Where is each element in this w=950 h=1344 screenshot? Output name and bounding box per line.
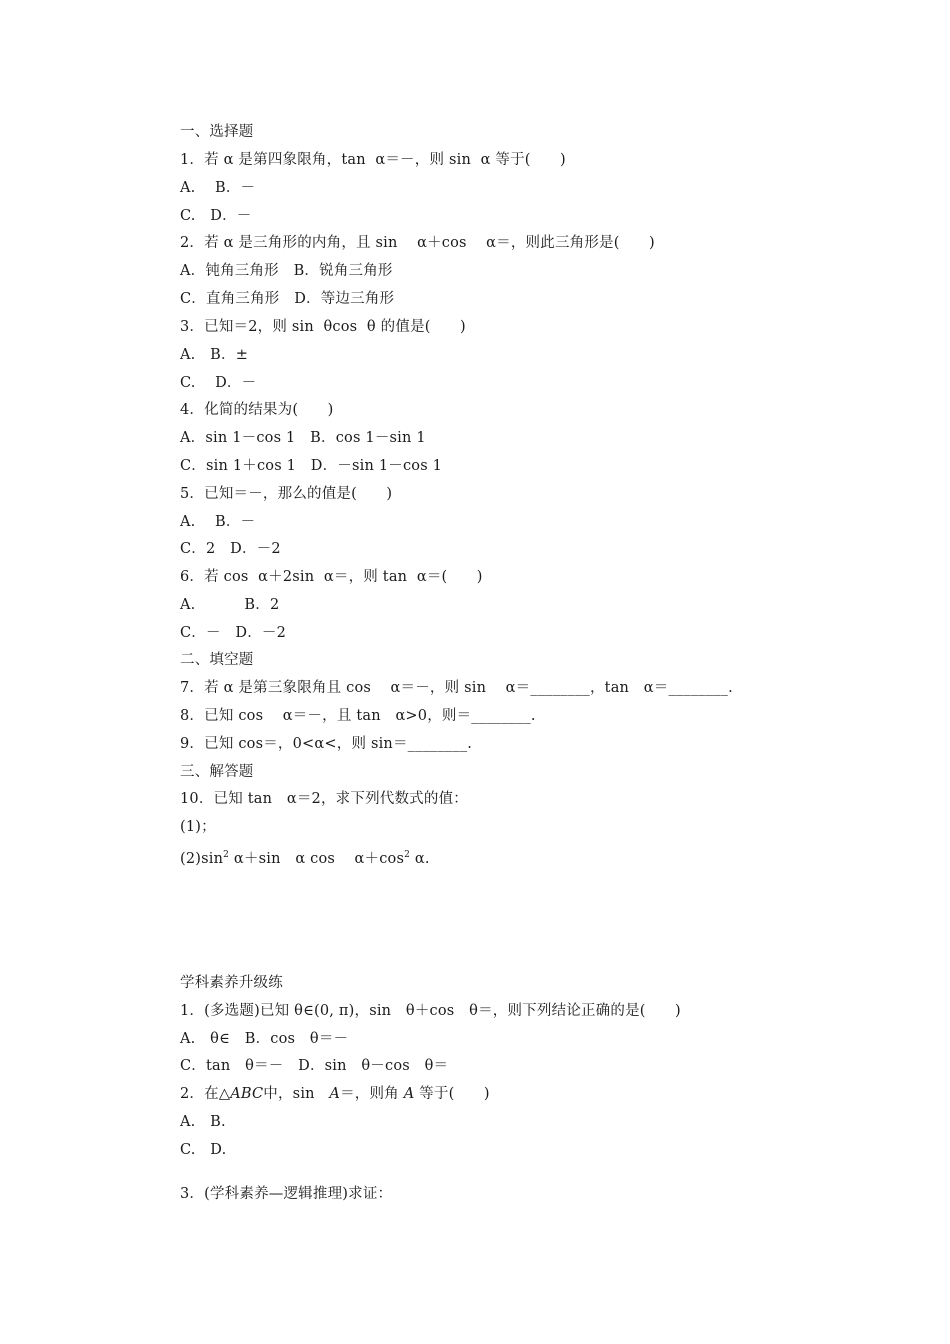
question-4-options-ab: A．sin 1－cos 1 B．cos 1－sin 1 (180, 430, 426, 446)
section-heading-fill: 二、填空题 (180, 652, 254, 668)
question-3-stem: 3．已知＝2，则 sin θcos θ 的值是( ) (180, 319, 466, 335)
angle-a: A (329, 1086, 341, 1102)
question-5-stem: 5．已知＝－，那么的值是( ) (180, 486, 393, 502)
stem-middle-2: ＝，则角 (340, 1086, 404, 1102)
question-10-stem: 10．已知 tan α＝2，求下列代数式的值： (180, 791, 468, 807)
question-10-part-2 (180, 845, 430, 869)
upgrade-question-1-options-cd: C．tan θ＝－ D．sin θ－cos θ＝ (180, 1058, 449, 1074)
question-10-part-1: (1)； (180, 819, 216, 835)
question-3-options-ab: A. B．± (180, 347, 249, 363)
question-1-options-cd: C. D．－ (180, 208, 252, 224)
question-8: 8．已知 cos α＝－，且 tan α>0，则＝________. (180, 708, 536, 724)
question-6-stem: 6．若 cos α＋2sin α＝，则 tan α＝( ) (180, 569, 483, 585)
stem-prefix: 2．在△ (180, 1086, 231, 1102)
part-2-prefix: (2)sin (180, 850, 224, 867)
question-7: 7．若 α 是第三象限角且 cos α＝－，则 sin α＝________，tan α＝________. (180, 680, 733, 696)
question-4-stem: 4．化简的结果为( ) (180, 402, 334, 418)
upgrade-question-1-options-ab: A. θ∈ B．cos θ＝－ (180, 1031, 349, 1047)
stem-middle: 中，sin (263, 1086, 330, 1102)
part-2-suffix: α. (410, 850, 430, 867)
upgrade-question-2-options-cd: C. D. (180, 1142, 227, 1158)
part-2-middle: α＋sin α cos α＋cos (229, 850, 405, 867)
question-9: 9．已知 cos＝，0<α<，则 sin＝________. (180, 736, 473, 752)
question-2-stem: 2．若 α 是三角形的内角，且 sin α＋cos α＝，则此三角形是( ) (180, 235, 655, 251)
exponent-1: 2 (223, 850, 230, 860)
question-1-options-ab: A. B．－ (180, 180, 256, 196)
upgrade-question-2-stem (180, 1084, 490, 1104)
angle-a-2: A (403, 1086, 415, 1102)
stem-suffix: 等于( ) (414, 1086, 490, 1102)
question-6-options-ab: A. B．2 (180, 597, 280, 613)
upgrade-question-3: 3．(学科素养—逻辑推理)求证： (180, 1186, 393, 1202)
question-3-options-cd: C. D．－ (180, 375, 257, 391)
section-heading-solve: 三、解答题 (180, 764, 254, 780)
section-heading-choice: 一、选择题 (180, 124, 254, 140)
question-5-options-cd: C．2 D．－2 (180, 541, 281, 557)
section-heading-upgrade: 学科素养升级练 (180, 975, 283, 991)
question-6-options-cd: C．－ D．－2 (180, 625, 287, 641)
question-2-options-ab: A．钝角三角形 B．锐角三角形 (180, 263, 393, 279)
question-5-options-ab: A. B．－ (180, 514, 256, 530)
upgrade-question-1-stem: 1．(多选题)已知 θ∈(0, π)，sin θ＋cos θ＝，则下列结论正确的是( ) (180, 1003, 681, 1019)
upgrade-question-2-options-ab: A. B. (180, 1114, 226, 1130)
exponent-2: 2 (404, 850, 411, 860)
question-2-options-cd: C．直角三角形 D．等边三角形 (180, 291, 395, 307)
question-4-options-cd: C．sin 1＋cos 1 D．－sin 1－cos 1 (180, 458, 443, 474)
triangle-name: ABC (230, 1086, 264, 1102)
question-1-stem: 1．若 α 是第四象限角，tan α＝－，则 sin α 等于( ) (180, 152, 566, 168)
